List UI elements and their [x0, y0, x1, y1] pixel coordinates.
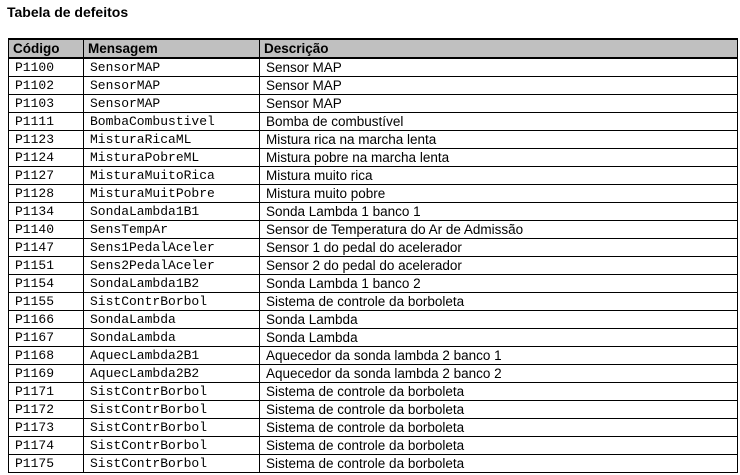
table-body	[9, 58, 738, 473]
table-header	[9, 39, 738, 58]
table-row	[9, 383, 738, 401]
cell-message: AquecLambda2B1	[84, 347, 260, 365]
table-row	[9, 275, 738, 293]
cell-message: SistContrBorbol	[84, 401, 260, 419]
cell-description: Sensor 1 do pedal do acelerador	[260, 239, 738, 257]
cell-message: SensorMAP	[84, 58, 260, 77]
cell-message: SondaLambda1B1	[84, 203, 260, 221]
table-row	[9, 203, 738, 221]
cell-code: P1154	[9, 275, 84, 293]
cell-code: P1111	[9, 113, 84, 131]
table-row	[9, 221, 738, 239]
cell-description: Sistema de controle da borboleta	[260, 401, 738, 419]
cell-code: P1102	[9, 77, 84, 95]
cell-code: P1169	[9, 365, 84, 383]
cell-code: P1167	[9, 329, 84, 347]
cell-description: Sonda Lambda 1 banco 1	[260, 203, 738, 221]
cell-description: Sonda Lambda	[260, 311, 738, 329]
cell-message: SondaLambda	[84, 311, 260, 329]
table-row	[9, 419, 738, 437]
cell-message: SistContrBorbol	[84, 419, 260, 437]
cell-message: AquecLambda2B2	[84, 365, 260, 383]
cell-code: P1124	[9, 149, 84, 167]
cell-code: P1100	[9, 58, 84, 77]
table-row	[9, 293, 738, 311]
cell-code: P1166	[9, 311, 84, 329]
cell-description: Sistema de controle da borboleta	[260, 455, 738, 473]
cell-description: Sensor MAP	[260, 58, 738, 77]
table-row	[9, 401, 738, 419]
page-title: Tabela de defeitos	[7, 4, 129, 20]
cell-message: SondaLambda1B2	[84, 275, 260, 293]
cell-code: P1173	[9, 419, 84, 437]
cell-code: P1175	[9, 455, 84, 473]
cell-description: Sistema de controle da borboleta	[260, 437, 738, 455]
cell-code: P1134	[9, 203, 84, 221]
cell-description: Sensor de Temperatura do Ar de Admissão	[260, 221, 738, 239]
cell-code: P1155	[9, 293, 84, 311]
cell-code: P1123	[9, 131, 84, 149]
table-row	[9, 311, 738, 329]
table-row	[9, 329, 738, 347]
cell-code: P1127	[9, 167, 84, 185]
table-row	[9, 149, 738, 167]
cell-message: SistContrBorbol	[84, 383, 260, 401]
cell-description: Sonda Lambda	[260, 329, 738, 347]
cell-message: MisturaPobreML	[84, 149, 260, 167]
cell-code: P1174	[9, 437, 84, 455]
table-row	[9, 167, 738, 185]
cell-description: Sensor MAP	[260, 95, 738, 113]
cell-code: P1171	[9, 383, 84, 401]
cell-message: SensorMAP	[84, 95, 260, 113]
table-row	[9, 455, 738, 473]
cell-code: P1168	[9, 347, 84, 365]
cell-description: Sensor 2 do pedal do acelerador	[260, 257, 738, 275]
cell-description: Sistema de controle da borboleta	[260, 383, 738, 401]
cell-message: Sens1PedalAceler	[84, 239, 260, 257]
cell-message: SensTempAr	[84, 221, 260, 239]
cell-description: Mistura pobre na marcha lenta	[260, 149, 738, 167]
table-row	[9, 131, 738, 149]
cell-description: Mistura muito rica	[260, 167, 738, 185]
cell-message: SensorMAP	[84, 77, 260, 95]
cell-message: SondaLambda	[84, 329, 260, 347]
column-header-message: Mensagem	[84, 39, 260, 58]
cell-code: P1172	[9, 401, 84, 419]
table-row	[9, 58, 738, 77]
cell-message: SistContrBorbol	[84, 455, 260, 473]
cell-description: Sensor MAP	[260, 77, 738, 95]
cell-description: Aquecedor da sonda lambda 2 banco 2	[260, 365, 738, 383]
table-row	[9, 437, 738, 455]
table-row	[9, 185, 738, 203]
cell-message: SistContrBorbol	[84, 293, 260, 311]
cell-message: MisturaMuitoRica	[84, 167, 260, 185]
column-header-description: Descrição	[260, 39, 738, 58]
defects-table	[8, 38, 738, 473]
cell-description: Sistema de controle da borboleta	[260, 293, 738, 311]
header-row	[9, 39, 738, 58]
cell-message: SistContrBorbol	[84, 437, 260, 455]
cell-code: P1151	[9, 257, 84, 275]
cell-message: Sens2PedalAceler	[84, 257, 260, 275]
cell-message: MisturaRicaML	[84, 131, 260, 149]
cell-code: P1140	[9, 221, 84, 239]
table-row	[9, 95, 738, 113]
cell-code: P1147	[9, 239, 84, 257]
cell-description: Mistura muito pobre	[260, 185, 738, 203]
cell-message: MisturaMuitPobre	[84, 185, 260, 203]
cell-description: Sistema de controle da borboleta	[260, 419, 738, 437]
column-header-code: Código	[9, 39, 84, 58]
cell-description: Sonda Lambda 1 banco 2	[260, 275, 738, 293]
cell-description: Bomba de combustível	[260, 113, 738, 131]
table-row	[9, 257, 738, 275]
cell-message: BombaCombustivel	[84, 113, 260, 131]
table-row	[9, 239, 738, 257]
cell-code: P1103	[9, 95, 84, 113]
table-row	[9, 347, 738, 365]
cell-code: P1128	[9, 185, 84, 203]
cell-description: Aquecedor da sonda lambda 2 banco 1	[260, 347, 738, 365]
table-row	[9, 77, 738, 95]
table-row	[9, 365, 738, 383]
table-row	[9, 113, 738, 131]
cell-description: Mistura rica na marcha lenta	[260, 131, 738, 149]
